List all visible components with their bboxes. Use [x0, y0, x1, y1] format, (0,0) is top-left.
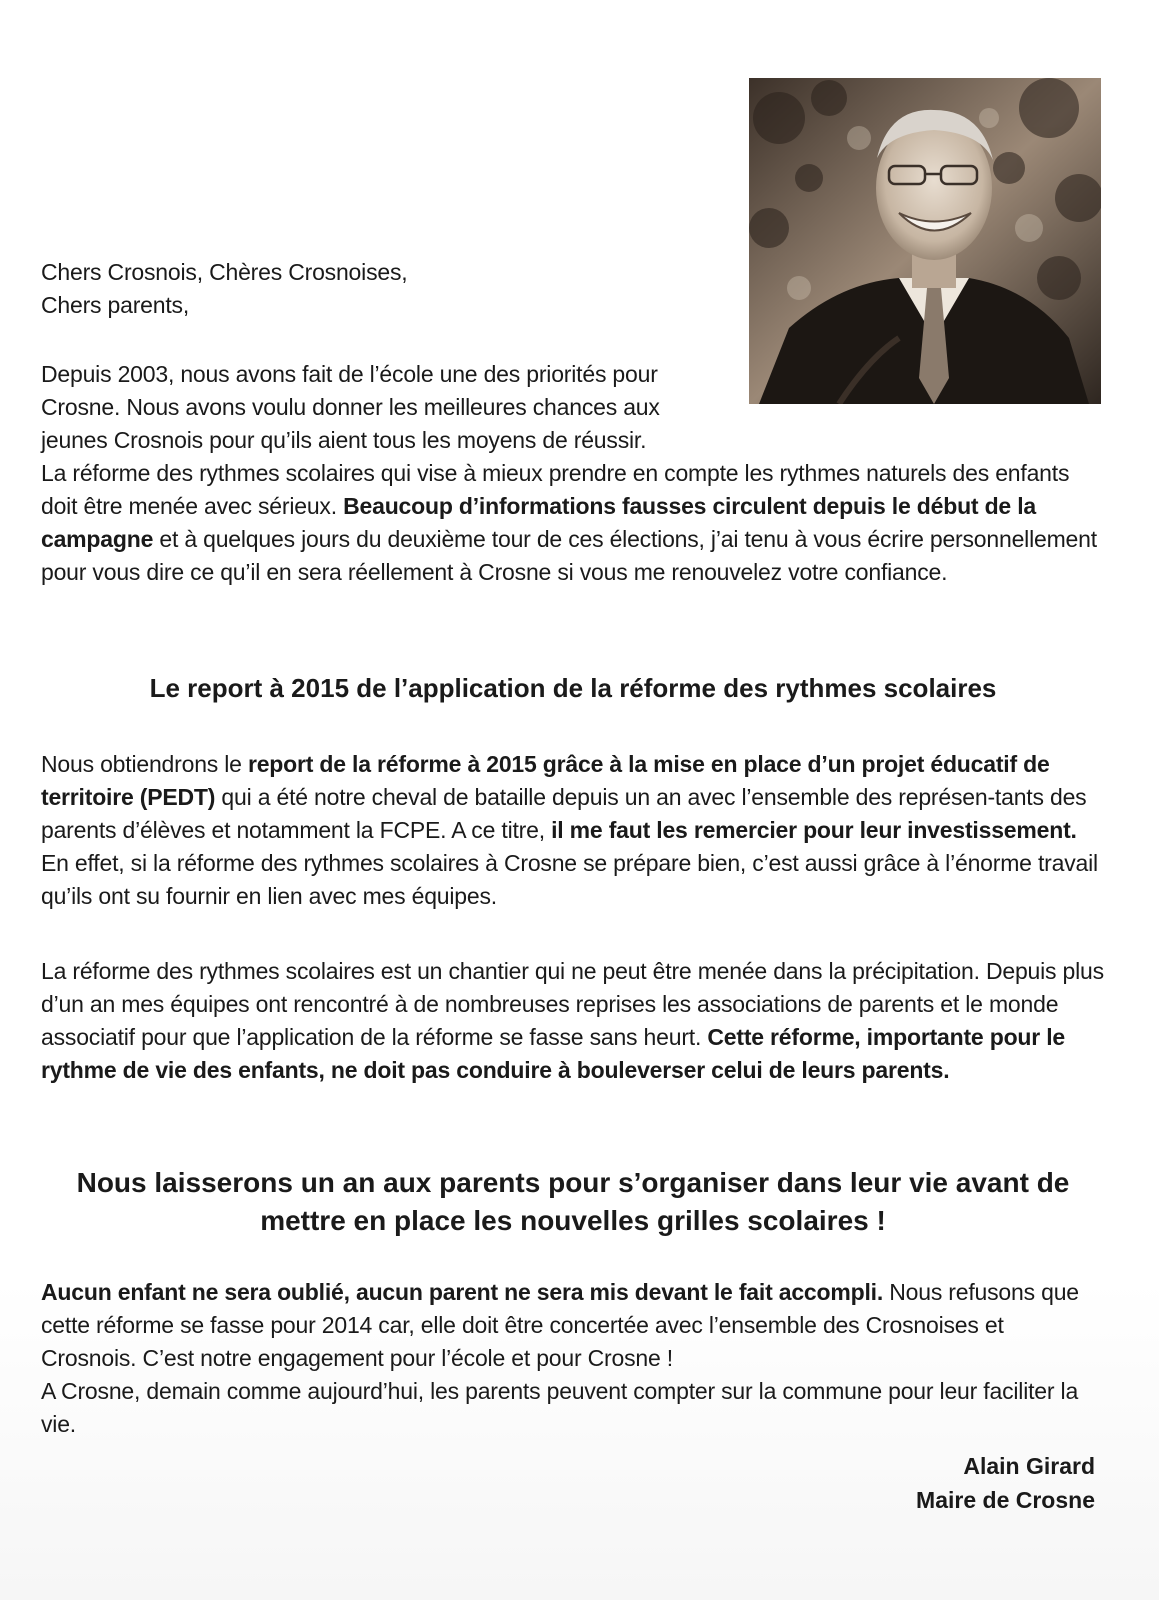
pedt-text-a: Nous obtiendrons le — [41, 751, 248, 777]
pedt-text-bold-2: il me faut les remercier pour leur investissement. — [551, 817, 1077, 843]
signature-name: Alain Girard — [963, 1453, 1095, 1479]
portrait-photo — [749, 78, 1101, 404]
chantier-text-a: La réforme des rythmes scolaires est un chantier qui ne peut être menée dans la précipitation. Depuis plus d’un an mes équipes ont rencontré à de nombreuses reprises les associations de parents et le monde associatif pour que l’application de la réforme se fasse sans heurt. — [41, 958, 1104, 1050]
reform-text-bold: Beaucoup d’informations fausses circulent depuis le début de la campagne — [41, 493, 1036, 552]
closing-text-bold: Aucun enfant ne sera oublié, aucun parent ne sera mis devant le fait accompli. — [41, 1279, 884, 1305]
reform-text-b: et à quelques jours du deuxième tour de ces élections, j’ai tenu à vous écrire personnellement pour vous dire ce qu’il en sera réellement à Crosne si vous me renouvelez votre confiance. — [41, 526, 1097, 585]
signature — [916, 1449, 1095, 1517]
pedt-text-bold-1: report de la réforme à 2015 grâce à la mise en place d’un projet éducatif de territoire (PEDT) — [41, 751, 1050, 810]
pedt-text-c: En effet, si la réforme des rythmes scolaires à Crosne se prépare bien, c’est aussi grâce à l’énorme travail qu’ils ont su fournir en lien avec mes équipes. — [41, 850, 1098, 909]
section-heading-promise — [41, 1164, 1105, 1240]
pedt-text — [41, 748, 1105, 913]
pedt-paragraph — [41, 748, 1105, 913]
chantier-text-bold: Cette réforme, importante pour le rythme de vie des enfants, ne doit pas conduire à bouleverser celui de leurs parents. — [41, 1024, 1065, 1083]
reform-paragraph — [41, 457, 1105, 589]
signature-title: Maire de Crosne — [916, 1487, 1095, 1513]
reform-text — [41, 457, 1105, 589]
chantier-paragraph — [41, 955, 1105, 1087]
reform-text-a: La réforme des rythmes scolaires qui vise à mieux prendre en compte les rythmes naturels des enfants doit être menée avec sérieux. — [41, 460, 1070, 519]
intro-paragraph — [41, 358, 721, 457]
closing-paragraph — [41, 1276, 1105, 1441]
pedt-text-b: qui a été notre cheval de bataille depuis un an avec l’ensemble des représen-tants des parents d’élèves et notamment la FCPE. A ce titre, — [41, 784, 1087, 843]
greeting — [41, 256, 1105, 322]
promise-line-2: mettre en place les nouvelles grilles scolaires ! — [260, 1205, 886, 1236]
portrait-image — [749, 78, 1101, 404]
intro-text: Depuis 2003, nous avons fait de l’école une des priorités pour Crosne. Nous avons voulu donner les meilleures chances aux jeunes Crosnois pour qu’ils aient tous les moyens de réussir. — [41, 361, 660, 453]
closing-text-a: Nous refusons que cette réforme se fasse pour 2014 car, elle doit être concertée avec l’ensemble des Crosnoises et Crosnois. C’est notre engagement pour l’école et pour Crosne ! — [41, 1279, 1079, 1371]
section-heading-report: Le report à 2015 de l’application de la réforme des rythmes scolaires — [149, 673, 997, 703]
promise-line-1: Nous laisserons un an aux parents pour s’organiser dans leur vie avant de — [76, 1167, 1070, 1198]
closing-text-2: A Crosne, demain comme aujourd’hui, les parents peuvent compter sur la commune pour leur faciliter la vie. — [41, 1378, 1079, 1437]
closing-text — [41, 1276, 1105, 1375]
greeting-line-1: Chers Crosnois, Chères Crosnoises, — [41, 259, 408, 285]
chantier-text — [41, 955, 1105, 1087]
greeting-line-2: Chers parents, — [41, 292, 190, 318]
